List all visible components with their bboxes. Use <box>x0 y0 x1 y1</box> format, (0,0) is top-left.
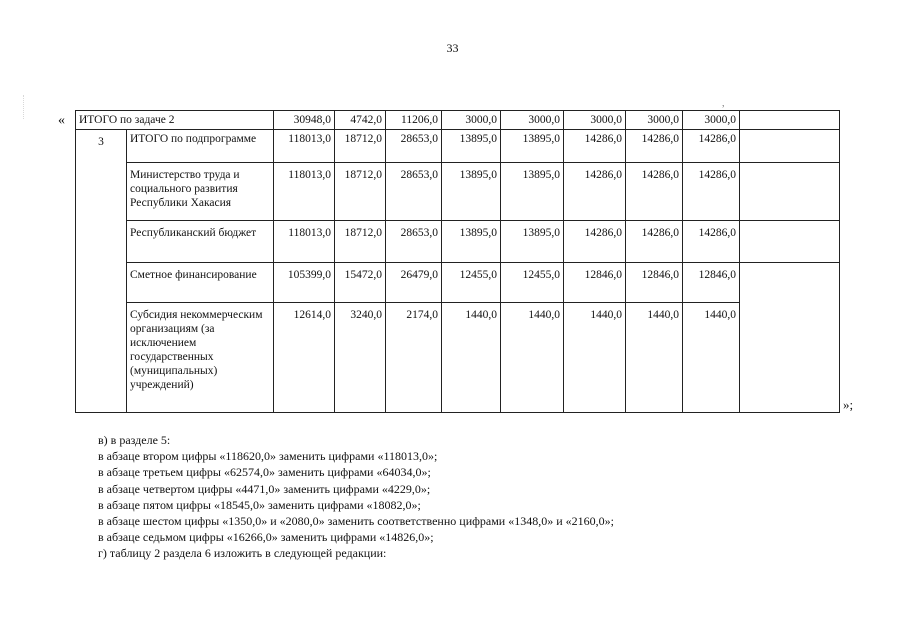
amendment-line: г) таблицу 2 раздела 6 изложить в следующей редакции: <box>98 546 387 561</box>
value-cell: 13895,0 <box>501 221 564 263</box>
value-cell: 18712,0 <box>335 163 386 221</box>
value-cell: 14286,0 <box>626 221 683 263</box>
row-label: Сметное финансирование <box>127 263 274 303</box>
budget-table <box>75 110 840 413</box>
value-cell: 12455,0 <box>442 263 501 303</box>
value-cell: 13895,0 <box>501 130 564 163</box>
table-row-itogo-task2 <box>76 111 840 130</box>
empty-cell <box>740 221 840 263</box>
opening-quote: « <box>58 113 65 128</box>
table-row <box>76 163 840 221</box>
value-cell: 14286,0 <box>564 163 626 221</box>
value-cell: 13895,0 <box>501 163 564 221</box>
empty-cell <box>740 163 840 221</box>
value-cell: 1440,0 <box>442 303 501 413</box>
value-cell: 105399,0 <box>274 263 335 303</box>
value-cell: 18712,0 <box>335 221 386 263</box>
row-index: 3 <box>76 130 127 413</box>
amendment-line: в абзаце пятом цифры «18545,0» заменить цифрами «18082,0»; <box>98 497 421 512</box>
amendments-text <box>98 432 614 562</box>
empty-cell <box>740 111 840 130</box>
value-cell: 12846,0 <box>564 263 626 303</box>
value-cell: 118013,0 <box>274 163 335 221</box>
value-cell: 26479,0 <box>386 263 442 303</box>
empty-cell <box>740 130 840 163</box>
value-cell: 13895,0 <box>442 163 501 221</box>
value-cell: 13895,0 <box>442 221 501 263</box>
value-cell: 28653,0 <box>386 221 442 263</box>
amendment-line: в абзаце четвертом цифры «4471,0» заменить цифрами «4229,0»; <box>98 481 431 496</box>
value-cell: 12455,0 <box>501 263 564 303</box>
value-cell: 12846,0 <box>683 263 740 303</box>
value-cell: 3000,0 <box>626 111 683 130</box>
row-label: Министерство труда и социального развития Республики Хакасия <box>127 163 274 221</box>
amendment-line: в абзаце шестом цифры «1350,0» и «2080,0» заменить соответственно цифрами «1348,0» и «2160,0»; <box>98 514 614 529</box>
scan-dot: , <box>722 98 725 109</box>
row-label: Субсидия некоммерческим организациям (за исключением государственных (муниципальных) учреждений) <box>127 303 274 413</box>
value-cell: 14286,0 <box>564 130 626 163</box>
value-cell: 11206,0 <box>386 111 442 130</box>
table-row <box>76 263 840 303</box>
value-cell: 14286,0 <box>564 221 626 263</box>
value-cell: 3000,0 <box>442 111 501 130</box>
table-row <box>76 130 840 163</box>
value-cell: 4742,0 <box>335 111 386 130</box>
value-cell: 18712,0 <box>335 130 386 163</box>
value-cell: 1440,0 <box>501 303 564 413</box>
empty-cell <box>740 263 840 413</box>
scan-artifact <box>23 95 34 119</box>
value-cell: 14286,0 <box>683 130 740 163</box>
value-cell: 14286,0 <box>626 163 683 221</box>
value-cell: 14286,0 <box>626 130 683 163</box>
value-cell: 2174,0 <box>386 303 442 413</box>
amendment-line: в абзаце втором цифры «118620,0» заменить цифрами «118013,0»; <box>98 449 438 464</box>
value-cell: 13895,0 <box>442 130 501 163</box>
row-label: ИТОГО по подпрограмме <box>127 130 274 163</box>
value-cell: 28653,0 <box>386 163 442 221</box>
table-row <box>76 221 840 263</box>
value-cell: 1440,0 <box>683 303 740 413</box>
value-cell: 118013,0 <box>274 221 335 263</box>
value-cell: 30948,0 <box>274 111 335 130</box>
value-cell: 15472,0 <box>335 263 386 303</box>
value-cell: 28653,0 <box>386 130 442 163</box>
amendment-line: в абзаце седьмом цифры «16266,0» заменить цифрами «14826,0»; <box>98 530 434 545</box>
value-cell: 118013,0 <box>274 130 335 163</box>
row-label: ИТОГО по задаче 2 <box>76 111 274 130</box>
value-cell: 3000,0 <box>501 111 564 130</box>
page-number: 33 <box>446 41 459 55</box>
value-cell: 14286,0 <box>683 221 740 263</box>
value-cell: 3240,0 <box>335 303 386 413</box>
value-cell: 1440,0 <box>564 303 626 413</box>
amendment-line: в) в разделе 5: <box>98 433 171 447</box>
value-cell: 3000,0 <box>564 111 626 130</box>
row-label: Республиканский бюджет <box>127 221 274 263</box>
value-cell: 14286,0 <box>683 163 740 221</box>
value-cell: 12614,0 <box>274 303 335 413</box>
value-cell: 1440,0 <box>626 303 683 413</box>
value-cell: 12846,0 <box>626 263 683 303</box>
value-cell: 3000,0 <box>683 111 740 130</box>
table-row <box>76 303 840 413</box>
amendment-line: в абзаце третьем цифры «62574,0» заменить цифрами «64034,0»; <box>98 465 431 480</box>
closing-quote: »; <box>843 397 854 412</box>
